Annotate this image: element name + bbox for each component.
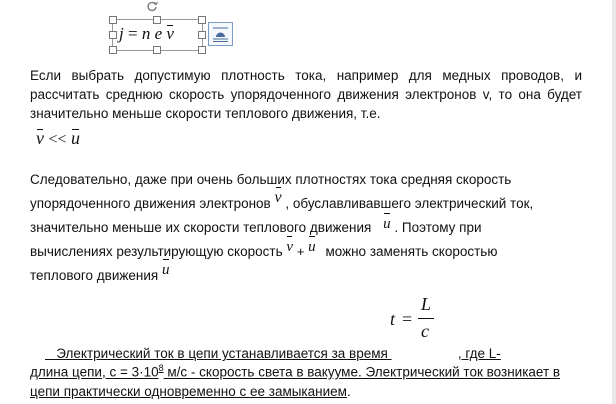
ineq-u: u [71, 128, 81, 148]
para2-text: упорядоченного движения электронов [30, 196, 271, 211]
para2-line5 [30, 264, 590, 288]
paragraph-1: Если выбрать допустимую плотность тока, например для медных проводов, и рассчитать среднюю скорость упорядоченного движения электронов v, то она будет значительно меньше скорости теплового движения, т.е. [30, 68, 582, 121]
tf-num: L [421, 294, 432, 314]
sym-u: u [308, 235, 316, 259]
tf-eq: = [402, 309, 413, 329]
ineq-op: << [48, 131, 67, 148]
sym-u: u [383, 212, 391, 236]
para3-text: цепи практически одновременно с ее замыканием [30, 383, 347, 399]
para3-sup: 8 [158, 363, 164, 373]
para3-text: длина цепи, с = 3·10 [30, 364, 159, 380]
sym-v: v [275, 186, 282, 210]
formula-object-selected[interactable] [112, 19, 203, 51]
tf-t: t [390, 309, 396, 329]
formula-e: e [154, 24, 163, 43]
formula-j-ne-v [119, 24, 174, 44]
resize-handle[interactable] [109, 46, 117, 54]
rotate-handle-icon[interactable] [146, 0, 158, 12]
resize-handle[interactable] [198, 31, 206, 39]
para2-text: , обуславливавшего электрический ток, [285, 196, 534, 211]
plus-sign: + [296, 244, 305, 259]
resize-handle[interactable] [198, 16, 206, 24]
para3-line3 [30, 382, 590, 401]
para3-text: . [346, 383, 351, 399]
para2-line4 [30, 240, 590, 264]
formula-j: j [119, 24, 124, 43]
para3-text: м/с - скорость света в вакууме. Электрический ток возникает в [163, 364, 561, 380]
paragraph-2 [30, 168, 590, 288]
fraction-bar [418, 318, 434, 319]
para2-line2 [30, 189, 590, 216]
paragraph-3 [30, 331, 590, 401]
formula-v: v [166, 24, 174, 43]
resize-handle[interactable] [198, 46, 206, 54]
tf-den: c [421, 321, 429, 341]
resize-handle[interactable] [109, 31, 117, 39]
layout-options-button[interactable] [208, 22, 233, 46]
resize-handle[interactable] [153, 46, 161, 54]
ineq-v: v [36, 128, 44, 148]
para2-text: можно заменять скоростью [325, 244, 498, 259]
para2-line1: Следовательно, даже при очень больших плотностях тока средняя скорость [30, 172, 512, 187]
para2-text: вычислениях результирующую скорость [30, 244, 283, 259]
formula-n: n [141, 24, 151, 43]
formula-eq: = [127, 24, 138, 43]
para3-line2 [30, 359, 590, 382]
para3-text: , где L- [457, 346, 501, 361]
para3-line1 [30, 331, 590, 361]
inequality-v-much-less-u [36, 128, 80, 149]
para2-text: значительно меньше их скорости теплового движения [30, 220, 372, 235]
vertical-scrollbar[interactable] [612, 0, 616, 404]
wrap-text-icon [209, 23, 232, 45]
resize-handle[interactable] [109, 16, 117, 24]
resize-handle[interactable] [153, 16, 161, 24]
sym-v: v [286, 235, 293, 259]
para2-text: . Поэтому при [394, 220, 482, 235]
para3-text: Электрический ток в цепи устанавливается за время [45, 346, 388, 361]
para2-text: теплового движения [30, 268, 159, 283]
sym-u: u [162, 258, 170, 282]
